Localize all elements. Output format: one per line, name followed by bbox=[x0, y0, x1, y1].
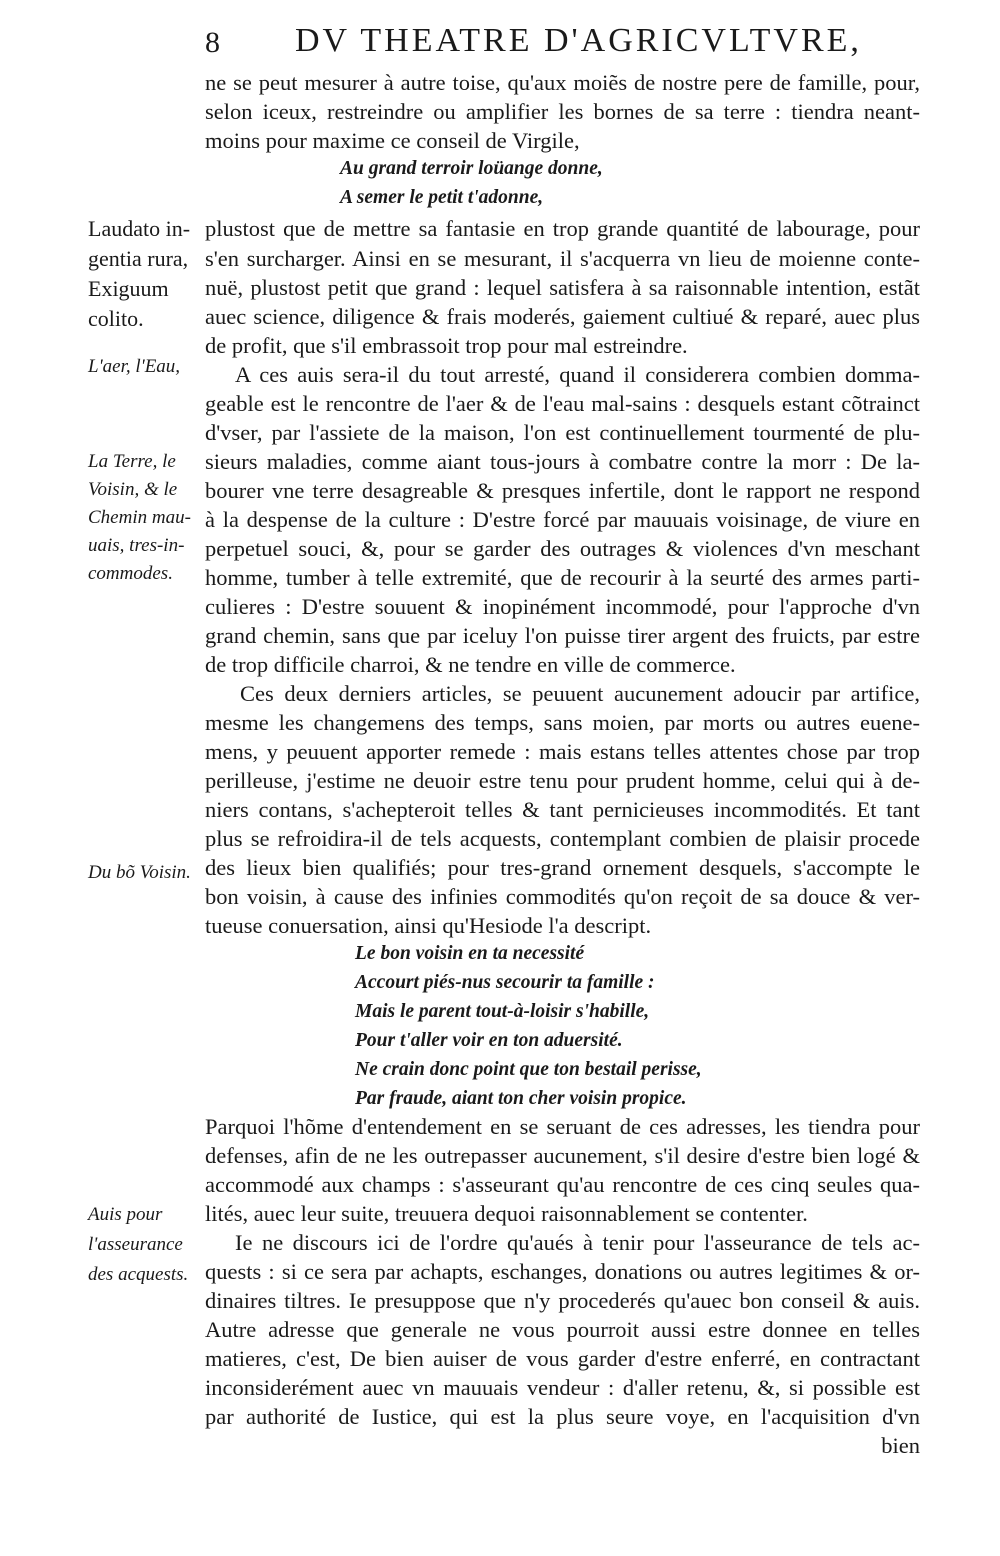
text-line: auec science, diligence & frais moderés, gaiement cultiué & reparé, auec plus bbox=[205, 304, 920, 329]
margin-note-auis bbox=[88, 1200, 206, 1290]
text-line: matieres, c'est, De bien auiser de vous garder d'estre enferré, en contractant bbox=[205, 1346, 920, 1371]
verse-line: Par fraude, aiant ton cher voisin propice. bbox=[355, 1088, 687, 1109]
text-line: lités, auec leur suite, treuuera dequoi raisonnablement se contenter. bbox=[205, 1201, 808, 1226]
text-line: mesme les changemens des temps, sans moien, par morts ou autres euene- bbox=[205, 710, 920, 735]
page-number: 8 bbox=[205, 26, 220, 59]
margin-note-laudato bbox=[88, 214, 206, 334]
text-line: mens, y peuuent apporter remede : mais estans telles attentes chose par trop bbox=[205, 739, 920, 764]
text-line: homme, tumber à telle extremité, que de recourir à la seurté des armes parti- bbox=[205, 565, 920, 590]
margin-note-voisin bbox=[88, 858, 206, 888]
text-line: moins pour maxime ce conseil de Virgile, bbox=[205, 128, 580, 153]
text-line: par authorité de Iustice, qui est la plus seure voye, en l'acquisition d'vn bbox=[205, 1404, 920, 1429]
margin-note-line: L'aer, l'Eau, bbox=[88, 356, 181, 377]
margin-note-line: colito. bbox=[88, 306, 144, 331]
margin-note-line: des acquests. bbox=[88, 1264, 189, 1285]
verse-line: A semer le petit t'adonne, bbox=[340, 187, 544, 208]
text-line: s'en surcharger. Ainsi en se mesurant, il s'acquerra vn lieu de moienne conte- bbox=[205, 246, 920, 271]
text-line: bourer vne terre desagreable & presques infertile, dont le rapport ne respond bbox=[205, 478, 920, 503]
text-line: Parquoi l'hõme d'entendement en se seruant de ces adresses, les tiendra pour bbox=[205, 1114, 920, 1139]
text-line: de trop difficile charroi, & ne tendre en ville de commerce. bbox=[205, 652, 736, 677]
verse-line: Le bon voisin en ta necessité bbox=[355, 943, 585, 964]
margin-note-line: Voisin, & le bbox=[88, 479, 178, 500]
verse-line: Accourt piés-nus secourir ta famille : bbox=[355, 972, 655, 993]
text-line: selon iceux, restreindre ou amplifier les bornes de sa terre : tiendra neant- bbox=[205, 99, 920, 124]
text-line: tueuse conuersation, ainsi qu'Hesiode l'a descript. bbox=[205, 913, 652, 938]
margin-note-line: Chemin mau- bbox=[88, 507, 191, 528]
text-line: perpetuel souci, &, pour se garder des outrages & violences d'vn meschant bbox=[205, 536, 920, 561]
text-line: sieurs maladies, comme aiant tous-jours à combatre contre la morr : De la- bbox=[205, 449, 920, 474]
text-line: niers contans, s'achepteroit telles & tant pernicieuses incommodités. Et tant bbox=[205, 797, 920, 822]
text-line: accommodé aux champs : s'asseurant qu'au rencontre de ces cinq seules qua- bbox=[205, 1172, 920, 1197]
text-line: inconsiderément auec vn mauuais vendeur : d'aller retenu, &, si possible est bbox=[205, 1375, 920, 1400]
verse-line: Mais le parent tout-à-loisir s'habille, bbox=[355, 1001, 650, 1022]
verse-line: Au grand terroir loüange donne, bbox=[340, 158, 603, 179]
text-line: bon voisin, à cause des infinies commodités qu'on reçoit de sa douce & ver- bbox=[205, 884, 920, 909]
margin-note-line: Du bõ Voisin. bbox=[88, 862, 191, 883]
text-line: de profit, que s'il embrassoit trop pour mal estreindre. bbox=[205, 333, 688, 358]
text-line: nuë, plustost petit que grand : lequel satisfera à sa raisonnable intention, estãt bbox=[205, 275, 920, 300]
text-line: plus se refroidira-il de tels acquests, contemplant combien de plaisir procede bbox=[205, 826, 920, 851]
verse-line: Ne crain donc point que ton bestail perisse, bbox=[355, 1059, 702, 1080]
text-line: quests : si ce sera par achapts, eschanges, donations ou autres legitimes & or- bbox=[205, 1259, 920, 1284]
text-line: à la despense de la culture : D'estre forcé par mauuais voisinage, de viure en bbox=[205, 507, 920, 532]
margin-note-line: uais, tres-in- bbox=[88, 535, 185, 556]
text-line: defenses, afin de ne les outrepasser aucunement, s'il desire d'estre bien logé & bbox=[205, 1143, 920, 1168]
text-line: Ie ne discours ici de l'ordre qu'aués à tenir pour l'asseurance de tels ac- bbox=[235, 1230, 920, 1255]
margin-note-line: commodes. bbox=[88, 563, 173, 584]
text-line: d'vser, par l'assiete de la maison, l'on est continuellement tourmenté de plu- bbox=[205, 420, 920, 445]
margin-note-line: Auis pour bbox=[88, 1204, 163, 1225]
text-line: Autre adresse que generale ne vous pourroit aussi estre donnee en telles bbox=[205, 1317, 920, 1342]
text-line: ne se peut mesurer à autre toise, qu'aux moiẽs de nostre pere de famille, pour, bbox=[205, 70, 920, 95]
margin-note-terre bbox=[88, 448, 206, 588]
text-line: des lieux bien qualifiés; pour tres-grand ornement desquels, s'accompte le bbox=[205, 855, 920, 880]
catchword: bien bbox=[881, 1433, 920, 1458]
text-line: Ces deux derniers articles, se peuuent aucunement adoucir par artifice, bbox=[240, 681, 920, 706]
text-line: perilleuse, j'estime ne deuoir estre tenu pour prudent homme, celui qui à de- bbox=[205, 768, 920, 793]
text-line: plustost que de mettre sa fantasie en trop grande quantité de labourage, pour bbox=[205, 216, 920, 241]
verse-line: Pour t'aller voir en ton aduersité. bbox=[355, 1030, 623, 1051]
margin-note-line: gentia rura, bbox=[88, 246, 189, 271]
running-title: DV THEATRE D'AGRICVLTVRE, bbox=[295, 22, 862, 59]
page-header bbox=[205, 22, 925, 62]
margin-note-line: Laudato in- bbox=[88, 216, 191, 241]
margin-note-line: l'asseurance bbox=[88, 1234, 183, 1255]
margin-note-line: Exiguum bbox=[88, 276, 169, 301]
margin-note-aer bbox=[88, 352, 206, 382]
text-line: culieres : D'estre souuent & inopinément incommodé, pour l'approche d'vn bbox=[205, 594, 920, 619]
text-line: dinaires tiltres. Ie presuppose que n'y procederés qu'auec bon conseil & auis. bbox=[205, 1288, 920, 1313]
text-line: grand chemin, sans que par iceluy l'on puisse tirer argent des fruicts, par estre bbox=[205, 623, 920, 648]
text-line: A ces auis sera-il du tout arresté, quand il considerera combien domma- bbox=[235, 362, 920, 387]
text-line: geable est le rencontre de l'aer & de l'eau mal-sains : desquels estant cõtrainct bbox=[205, 391, 920, 416]
margin-note-line: La Terre, le bbox=[88, 451, 176, 472]
